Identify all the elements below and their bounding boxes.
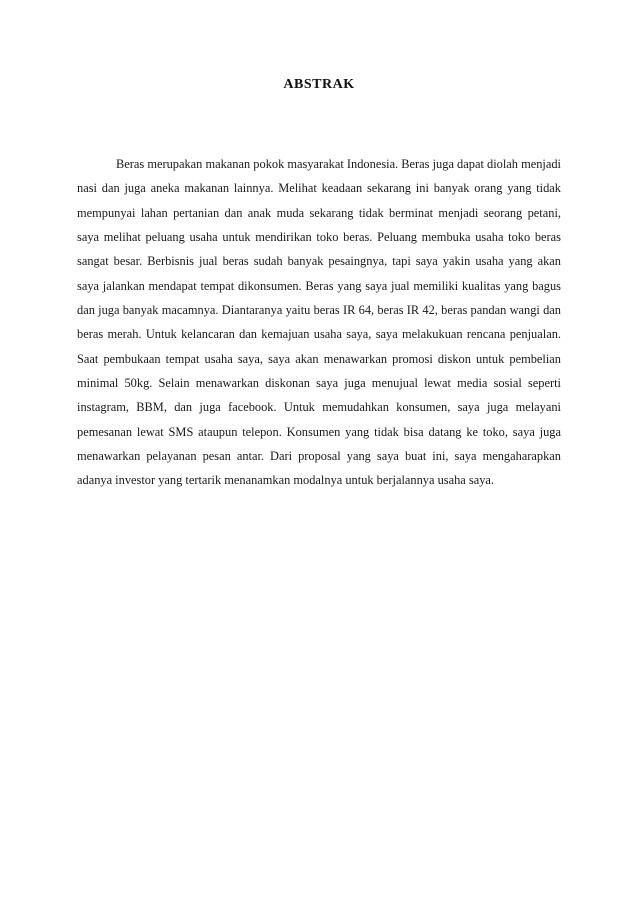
- page-title: ABSTRAK: [283, 77, 355, 92]
- abstract-paragraph: Beras merupakan makanan pokok masyarakat Indonesia. Beras juga dapat diolah menjadi nasi dan juga aneka makanan lainnya. Melihat keadaan sekarang ini banyak orang yang tidak mempunyai lahan pertanian dan anak muda sekarang tidak berminat menjadi seorang petani, saya melihat peluang usaha untuk mendirikan toko beras. Peluang membuka usaha toko beras sangat besar. Berbisnis jual beras sudah banyak pesaingnya, tapi saya yakin usaha yang akan saya jalankan mendapat tempat dikonsumen. Beras yang saya jual memiliki kualitas yang bagus dan juga banyak macamnya. Diantaranya yaitu beras IR 64, beras IR 42, beras pandan wangi dan beras merah. Untuk kelancaran dan kemajuan usaha saya, saya melakukuan rencana penjualan. Saat pembukaan tempat usaha saya, saya akan menawarkan promosi diskon untuk pembelian minimal 50kg. Selain menawarkan diskonan saya juga menujual lewat media sosial seperti instagram, BBM, dan juga facebook. Untuk memudahkan konsumen, saya juga melayani pemesanan lewat SMS ataupun telepon. Konsumen yang tidak bisa datang ke toko, saya juga menawarkan pelayanan pesan antar. Dari proposal yang saya buat ini, saya mengaharapkan adanya investor yang tertarik menanamkan modalnya untuk berjalannya usaha saya.: [77, 157, 561, 488]
